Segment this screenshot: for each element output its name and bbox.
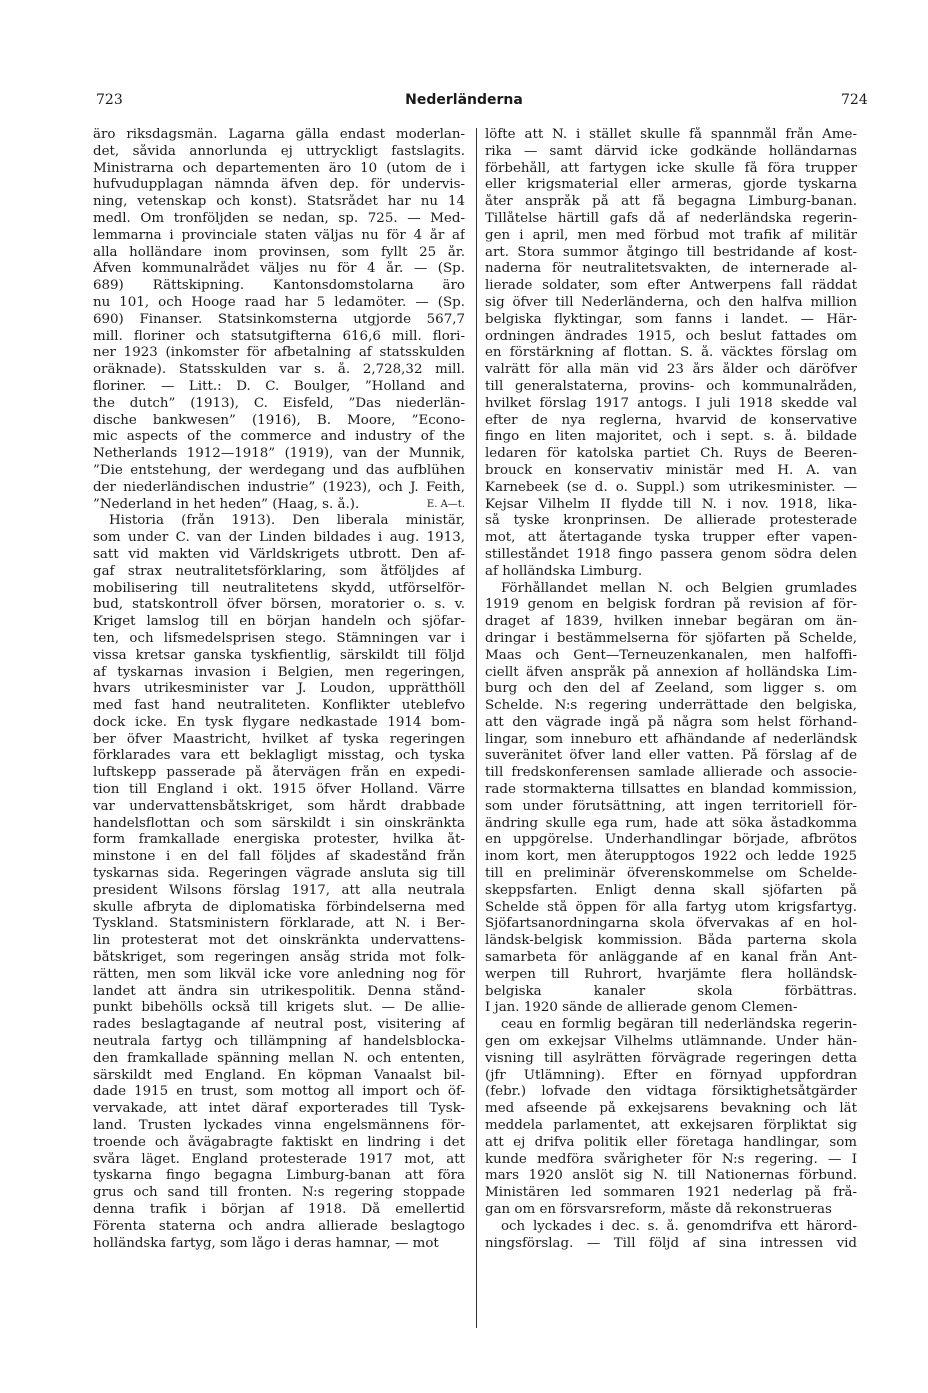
text-line: ”Die entstehung, der werdegang und das aufblühen — [93, 462, 465, 478]
text-line: ändring skulle ega rum, hade att söka åstadkomma — [485, 815, 857, 831]
text-line: Schelde. N:s regering underrättade den belgiska, — [485, 698, 857, 714]
text-line: af tyskarnas invasion i Belgien, men regeringen, — [93, 664, 465, 680]
text-line: lemmarna i provinciale staten väljas nu för 4 år af — [93, 227, 465, 243]
text-line: ber öfver Maastricht, hvilket af tyska regeringen — [93, 731, 465, 747]
text-line: luftskepp passerade på återvägen från en expedi- — [93, 765, 465, 781]
text-line: president Wilsons förslag 1917, att alla neutrala — [93, 882, 465, 898]
text-line: mot, att återtagande tyska trupper efter vapen- — [485, 530, 857, 546]
text-line: särskildt med England. En köpman Vanaalst bil- — [93, 1067, 465, 1083]
text-line: den framkallade spänning mellan N. och ententen, — [93, 1050, 465, 1066]
text-line: visning till asylrätten förvägrade regeringen detta — [485, 1050, 857, 1066]
text-line: hvilket förslag 1917 antogs. I juli 1918 skedde val — [485, 395, 857, 411]
text-line: (jfr Utlämning). Efter en förnyad uppfordran — [485, 1067, 857, 1083]
text-line: form framkallade energiska protester, hvilka åt- — [93, 832, 465, 848]
text-line: rika — samt därvid icke godkände holländarnas — [485, 143, 857, 159]
text-line: 690) Finanser. Statsinkomsterna utgjorde 567,7 — [93, 311, 465, 327]
text-line: handelsflottan och som särskildt i sin oinskränkta — [93, 815, 465, 831]
text-line: tyskarnas sida. Regeringen vägrade ansluta sig till — [93, 866, 465, 882]
page-number-right: 724 — [841, 92, 868, 108]
text-line: der niederländischen industrie” (1923), och J. Feith, — [93, 479, 465, 495]
text-line: lin protesterat mot det oinskränkta undervattens- — [93, 933, 465, 949]
text-line: Kejsar Vilhelm II flydde till N. i nov. 1918, lika- — [485, 496, 857, 512]
text-line: båtskriget, som regeringen ansåg strida mot folk- — [93, 950, 465, 966]
text-line: ten, och lifsmedelsprisen stego. Stämningen var i — [93, 630, 465, 646]
text-line: werpen till Ruhrort, hvarjämte flera holländsk- — [485, 966, 857, 982]
text-line: förklarades vara ett beklagligt misstag, och tyska — [93, 748, 465, 764]
text-line: ceau en formlig begäran till nederländska regerin- — [501, 1017, 857, 1033]
text-line: sig öfver till Nederländerna, och den halfva million — [485, 294, 857, 310]
text-line: gan om en försvarsreform, måste då rekonstrueras — [485, 1202, 832, 1217]
column-divider — [476, 128, 477, 1328]
text-line: ciellt äfven anspråk på annexion af holländska Lim- — [485, 664, 857, 680]
text-line: efter de nya reglerna, hvarvid de konservative — [485, 412, 857, 428]
text-line: ning, vetenskap och konst). Statsrådet har nu 14 — [93, 194, 465, 210]
text-line: hvars utrikesminister var J. Loudon, upprätthöll — [93, 681, 465, 697]
text-line: rades beslagtagande af neutral post, visitering af — [93, 1017, 465, 1033]
text-line: Äfven kommunalrådet väljes nu för 4 år. — (Sp. — [93, 261, 465, 277]
text-line: till en preliminär öfverenskommelse om Schelde- — [485, 866, 857, 882]
text-line: till generalstaterna, provins- och kommunalråden, — [485, 378, 857, 394]
text-line: som under C. van der Linden bildades i aug. 1913, — [93, 530, 465, 546]
text-line: landet att ändra sin utrikespolitik. Denna stånd- — [93, 983, 465, 999]
text-line: (febr.) lofvade den vidtaga försiktighetsåtgärder — [485, 1084, 857, 1100]
text-line: rätten, men som likväl icke vore anledning nog för — [93, 966, 465, 982]
text-line: äro riksdagsmän. Lagarna gälla endast moderlan- — [93, 127, 465, 142]
text-line: minstone i en del fall följdes af skadestånd från — [93, 849, 465, 865]
text-line: skeppsfarten. Enligt denna skall sjöfarten på — [485, 882, 857, 898]
text-line: 689) Rättskipning. Kantonsdomstolarna äro — [93, 278, 465, 294]
text-line: samarbeta för anläggande af en kanal från Ant- — [485, 950, 857, 966]
page-number-left: 723 — [96, 92, 123, 108]
text-line: åter anspråk på att få begagna Limburg-banan. — [485, 194, 857, 210]
text-line: lingar, som inneburo ett afhändande af nederländsk — [485, 731, 857, 747]
text-line: mobilisering till neutralitetens skydd, utförselför- — [93, 580, 465, 596]
text-line: dringar i bestämmelserna för sjöfarten på Schelde, — [485, 630, 857, 646]
text-line: bud, statskontroll öfver börsen, moratorier o. s. v. — [93, 597, 465, 613]
text-line: Schelde stå öppen för alla fartyg utom krigsfartyg. — [485, 899, 857, 915]
text-line: inom kort, men återupptogos 1922 och ledde 1925 — [485, 849, 857, 865]
text-line: Tyskland. Statsministern förklarade, att N. i Ber- — [93, 916, 465, 932]
text-line: kunde medföra svårigheter för N:s regering. — I — [485, 1151, 857, 1167]
text-line: Förenta staterna och andra allierade beslagtogo — [93, 1218, 465, 1234]
running-title: Nederländerna — [405, 92, 523, 108]
text-line: Tillåtelse härtill gafs då af nederländska regerin- — [485, 210, 857, 226]
running-header — [0, 92, 928, 116]
text-line: som under förutsättning, att ingen territoriell för- — [485, 798, 857, 814]
text-line: Netherlands 1912—1918” (1919), van der Munnik, — [93, 446, 465, 462]
text-line: burg och den del af Zeeland, som ligger s. om — [485, 681, 857, 697]
text-line: art. Stora summor åtgingo till bestridande af kost- — [485, 244, 857, 260]
text-line: Ministrarna och departementen äro 10 (utom de i — [93, 160, 465, 176]
text-line: ordningen ändrades 1915, och beslut fattades om — [485, 328, 857, 344]
text-line: suveränitet öfver land eller vatten. På förslag af de — [485, 748, 857, 764]
text-line: belgiska kanaler skola förbättras. — [485, 983, 857, 999]
text-line: dade 1915 en trust, som mottog all import och öf- — [93, 1084, 465, 1100]
text-line: rade stormakterna tillsattes en blandad kommission, — [485, 782, 857, 798]
text-line: med afseende på exkejsarens bevakning och lät — [485, 1101, 857, 1117]
text-line: att den vägrade ingå på några som helst förhand- — [485, 714, 857, 730]
text-line: Sjöfartsanordningarna skola öfvervakas af en hol- — [485, 916, 857, 932]
text-line: hufvudupplagan nämnda äfven dep. för undervis- — [93, 177, 465, 193]
text-line: dische bankwesen” (1916), B. Moore, ”Econo- — [93, 412, 465, 428]
text-line: medl. Om tronföljden se nedan, sp. 725. — Med- — [93, 210, 465, 226]
text-line: I jan. 1920 sände de allierade genom Clemen- — [485, 1000, 798, 1016]
text-line: gaf strax neutralitetsförklaring, som åtföljdes af — [93, 563, 465, 579]
author-signature: E. A—t. — [426, 498, 465, 510]
text-line: ner 1923 (inkomster för afbetalning af statsskulden — [93, 345, 465, 361]
left-column — [93, 127, 465, 1252]
text-line: Ministären led sommaren 1921 nederlag på frå- — [485, 1185, 857, 1201]
text-line: det, såvida annorlunda ej uttryckligt fastslagits. — [93, 143, 465, 159]
text-line: Historia (från 1913). Den liberala ministär, — [109, 513, 465, 529]
text-line: denna trafik i början af 1918. Då emellertid — [93, 1202, 465, 1217]
text-line: ledaren för katolska partiet Ch. Ruys de Beeren- — [485, 446, 857, 462]
text-line: belgiska flyktingar, som fanns i landet. — Här- — [485, 311, 857, 327]
text-line: draget af 1839, hvilken innebar begäran om än- — [485, 614, 857, 630]
text-line: alla holländare inom provinsen, som fyllt 25 år. — [93, 244, 465, 260]
text-line: skulle afbryta de diplomatiska förbindelserna med — [93, 899, 465, 915]
text-line: holländska fartyg, som lågo i deras hamnar, — mot — [93, 1235, 439, 1251]
text-line: 1919 genom en belgisk fordran på revision af för- — [485, 597, 857, 613]
text-line: Maas och Gent—Terneuzenkanalen, men halfoffi- — [485, 647, 857, 663]
text-line: stilleståndet 1918 fingo passera genom södra delen — [485, 546, 857, 562]
text-line: ningsförslag. — Till följd af sina intressen vid — [485, 1235, 857, 1251]
text-line: Förhållandet mellan N. och Belgien grumlades — [501, 580, 857, 596]
text-line: en förstärkning af flottan. S. å. väcktes förslag om — [485, 345, 857, 361]
text-line: vervakade, att intet däraf exporterades till Tysk- — [93, 1101, 465, 1117]
text-line: mars 1920 anslöt sig N. till Nationernas förbund. — [485, 1168, 857, 1184]
text-line: och lyckades i dec. s. å. genomdrifva ett härord- — [501, 1218, 857, 1234]
text-line: satt vid makten vid Världskrigets utbrott. Den af- — [93, 546, 465, 562]
text-line: grus och sand till fronten. N:s regering stoppade — [93, 1185, 465, 1201]
text-line: floriner. — Litt.: D. C. Boulger, ”Holland and — [93, 378, 465, 394]
text-line: neutrala fartyg och tillämpning af handelsblocka- — [93, 1034, 465, 1050]
text-line: meddela parlamentet, att exkejsaren förpliktat sig — [485, 1118, 857, 1134]
text-line: Kriget lamslog till en början handeln och sjöfar- — [93, 614, 465, 630]
text-line: svåra läget. England protesterade 1917 mot, att — [93, 1151, 465, 1167]
text-line: ländsk-belgisk kommission. Båda parterna skola — [485, 933, 857, 949]
text-line: till fredskonferensen samlade allierade och associe- — [485, 765, 857, 781]
text-line: förbehåll, att fartygen icke skulle få föra trupper — [485, 160, 857, 176]
text-line: eller krigsmaterial eller armeras, gjorde tyskarna — [485, 177, 857, 193]
text-line: nu 101, och Hooge raad har 5 ledamöter. — (Sp. — [93, 294, 465, 310]
text-line: land. Trusten lyckades vinna engelsmännens för- — [93, 1118, 465, 1134]
right-column — [485, 127, 857, 1252]
text-line: oräknade). Statsskulden var s. å. 2,728,32 mill. — [93, 362, 465, 378]
text-line: så tyske kronprinsen. De allierade protesterade — [485, 513, 857, 529]
text-line: löfte att N. i stället skulle få spannmål från Ame- — [485, 127, 857, 142]
text-line: af holländska Limburg. — [485, 563, 643, 579]
text-line: fingo en liten majoritet, och i sept. s. å. bildade — [485, 429, 857, 445]
text-line: Karnebeek (se d. o. Suppl.) som utrikesminister. — — [485, 479, 857, 495]
text-line: mic aspects of the commerce and industry of the — [93, 429, 465, 445]
text-line: troende och åvägabragte faktiskt en lindring i det — [93, 1134, 465, 1150]
text-line: naderna för neutralitetsvakten, de internerade al- — [485, 261, 857, 277]
text-line: tion till England i okt. 1915 öfver Holland. Värre — [93, 782, 465, 798]
text-line: valrätt för alla män vid 23 års ålder och däröfver — [485, 362, 857, 378]
text-line: mill. floriner och statsutgifterna 616,6 mill. flori- — [93, 328, 465, 344]
text-line: dock icke. En tysk flygare nedkastade 1914 bom- — [93, 714, 465, 730]
text-line: brouck en konservativ ministär med H. A. van — [485, 462, 857, 478]
text-line: ”Nederland in het heden” (Haag, s. å.). E. A—t. — [93, 496, 465, 512]
text-line: lierade soldater, som efter Antwerpens fall räddat — [485, 278, 857, 294]
text-line: gen om exkejsar Vilhelms utlämnande. Under hän- — [485, 1034, 857, 1050]
text-line: the dutch” (1913), C. Eisfeld, ”Das niederlän- — [93, 395, 465, 411]
text-line: vissa kretsar ganska tyskfientlig, särskildt till följd — [93, 647, 465, 663]
text-line: gen i april, men med förbud mot trafik af militär — [485, 227, 857, 243]
text-line: punkt bibehölls också till krigets slut. — De allie- — [93, 1000, 465, 1016]
text-line: tyskarna fingo begagna Limburg-banan att föra — [93, 1168, 465, 1184]
text-line: med fast hand neutraliteten. Konflikter uteblefvo — [93, 698, 465, 714]
text-line: att ej drifva politik eller företaga handlingar, som — [485, 1134, 857, 1150]
text-line: en uppgörelse. Underhandlingar började, afbrötos — [485, 832, 857, 848]
text-line: var undervattensbåtskriget, som hårdt drabbade — [93, 798, 465, 814]
